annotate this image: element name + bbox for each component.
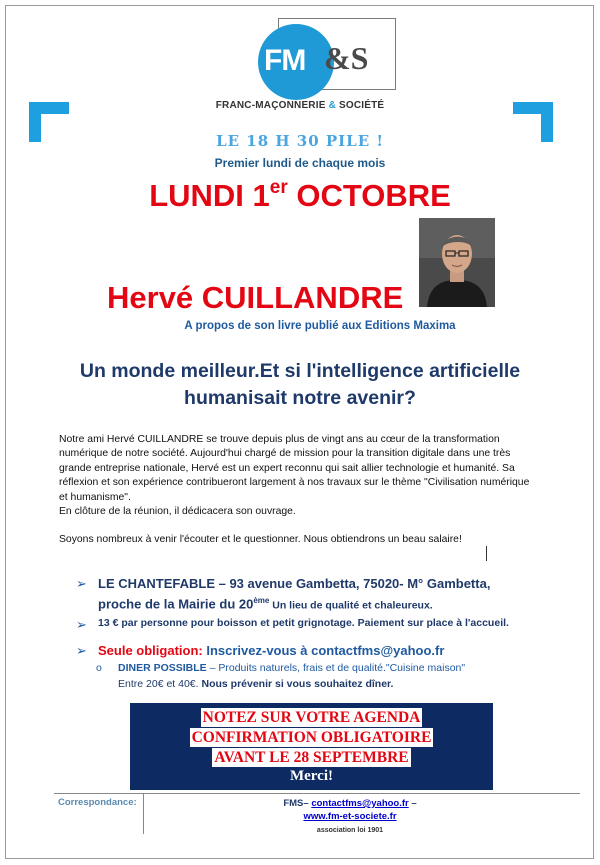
email-link[interactable]: contactfms@yahoo.fr	[311, 798, 409, 809]
talk-title	[50, 358, 550, 412]
venue-line1: LE CHANTEFABLE – 93 avenue Gambetta, 75020- M° Gambetta,	[98, 576, 491, 591]
correspondence-label: Correspondance:	[58, 797, 137, 808]
text-cursor-icon	[486, 546, 489, 561]
arrow-bullet-icon: ➢	[76, 576, 87, 591]
venue-line2: proche de la Mairie du 20	[98, 596, 254, 612]
notice-line3: AVANT LE 28 SEPTEMBRE	[214, 749, 409, 766]
brand-name	[0, 100, 600, 111]
footer-divider	[54, 793, 580, 794]
dinner-notice: Nous prévenir si vous souhaitez dîner.	[201, 678, 394, 691]
arrow-bullet-icon: ➢	[76, 643, 87, 659]
footer-contact	[250, 797, 450, 837]
obligation-bullet	[76, 643, 576, 658]
book-intro: A propos de son livre publié aux Editions Maxima	[184, 320, 456, 332]
info-bullets	[76, 575, 576, 690]
speaker-name: Hervé CUILLANDRE	[107, 280, 404, 315]
email-dash: –	[408, 798, 417, 809]
date-before: LUNDI 1	[149, 178, 270, 213]
circle-bullet-icon: o	[96, 662, 102, 675]
description-paragraph-2: En clôture de la réunion, il dédicacera son ouvrage.	[59, 506, 296, 518]
event-date	[0, 178, 600, 214]
dinner-subbullet	[76, 662, 576, 674]
arrow-bullet-icon: ➢	[76, 617, 87, 633]
fms-prefix: FMS–	[283, 798, 312, 809]
fms-logo	[258, 18, 396, 102]
talk-title-line1: Un monde meilleur.Et si l'intelligence artificielle	[79, 360, 521, 382]
description-paragraph-1: Notre ami Hervé CUILLANDRE se trouve depuis plus de vingt ans au cœur de la transformation numérique de notre société. Aujourd'hui chargé de mission pour la transition digitale dans une très grande entreprise nationale, Hervé est un expert reconnu qui sait allier technologie et humanité. Sa réflexion et son expérience contribueront largement à nos travaux sur le thème "Civilisation numérique et humanisme".	[59, 434, 530, 503]
obligation-label: Seule obligation:	[98, 643, 203, 659]
price-text: 13 € par personne pour boisson et petit grignotage. Paiement sur place à l'accueil.	[98, 617, 509, 630]
logo-amp-s-text: &S	[324, 40, 369, 76]
schedule-subtitle: Premier lundi de chaque mois	[214, 156, 386, 170]
association-note: association loi 1901	[316, 827, 384, 834]
notice-merci: Merci!	[289, 768, 334, 784]
footer-vertical-divider	[143, 794, 144, 834]
dinner-text: – Produits naturels, frais et de qualité."Cuisine maison"	[206, 662, 466, 675]
website-link[interactable]: www.fm-et-societe.fr	[303, 811, 397, 822]
date-sup: er	[269, 176, 288, 198]
brand-part2: SOCIÉTÉ	[338, 100, 385, 111]
brand-part1: FRANC-MAÇONNERIE	[215, 100, 326, 111]
agenda-notice-box	[130, 703, 493, 790]
date-after: OCTOBRE	[287, 178, 451, 213]
speaker-photo	[419, 218, 495, 307]
speaker-portrait-image	[419, 218, 495, 307]
venue-description: Un lieu de qualité et chaleureux.	[269, 599, 433, 612]
notice-line1: NOTEZ SUR VOTRE AGENDA	[202, 709, 421, 726]
description-paragraph-3: Soyons nombreux à venir l'écouter et le questionner. Nous obtiendrons un beau salaire!	[59, 534, 462, 546]
notice-line2: CONFIRMATION OBLIGATOIRE	[191, 729, 432, 746]
tagline: LE 18 H 30 PILE !	[216, 132, 384, 150]
logo-fm-text: FM	[264, 44, 306, 77]
talk-title-line2: humanisait notre avenir?	[184, 387, 416, 409]
dinner-caps: DINER POSSIBLE	[118, 662, 207, 675]
dinner-price-line	[76, 678, 576, 690]
venue-bullet	[76, 575, 576, 614]
dinner-price: Entre 20€ et 40€.	[118, 678, 202, 691]
venue-sup: ème	[253, 596, 270, 605]
obligation-text: Inscrivez-vous à contactfms@yahoo.fr	[202, 643, 445, 659]
description-body	[59, 433, 539, 548]
brand-amp: &	[328, 100, 336, 111]
price-bullet	[76, 617, 576, 633]
